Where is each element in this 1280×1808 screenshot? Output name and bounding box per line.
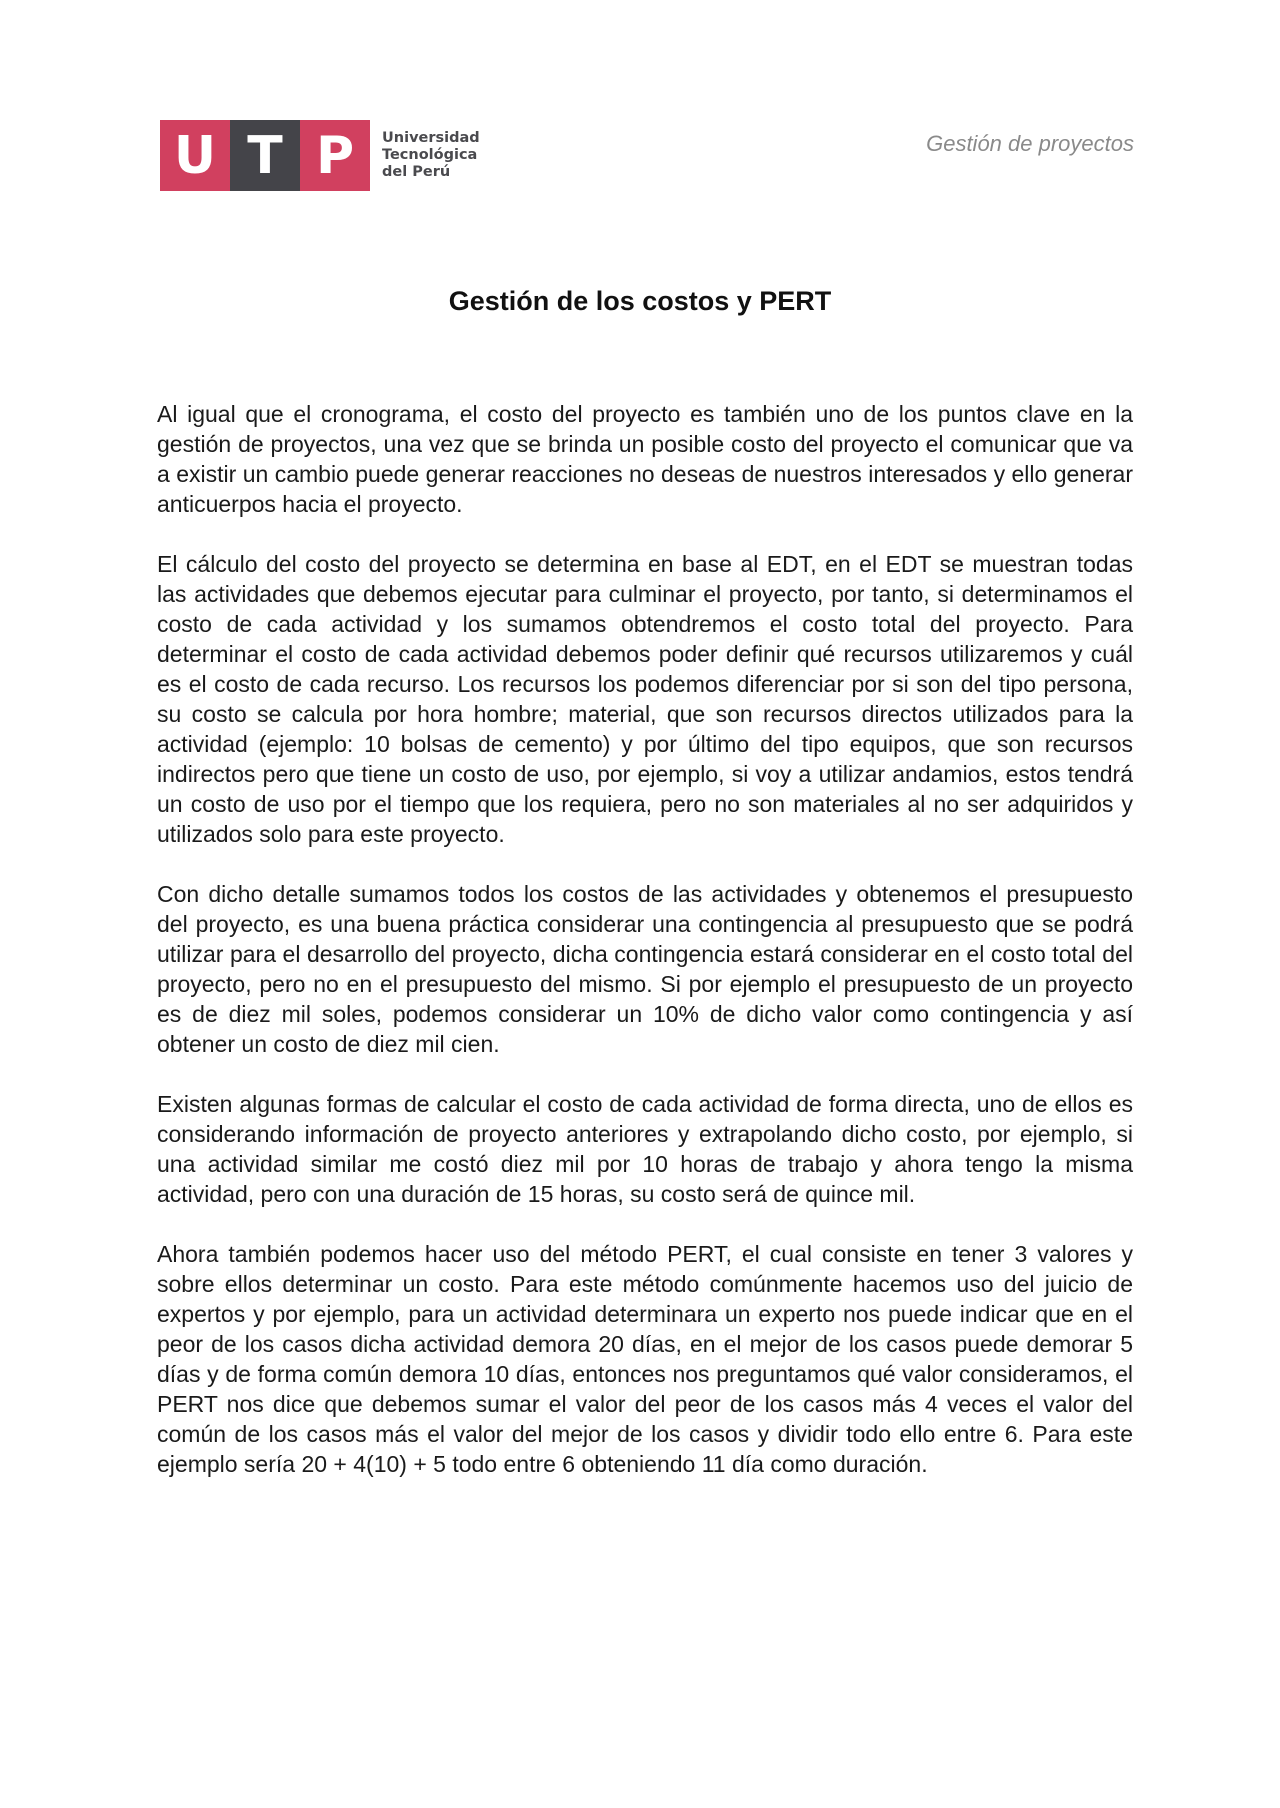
utp-logo — [160, 120, 480, 191]
logo-letter-u: U — [160, 120, 230, 191]
paragraph: Al igual que el cronograma, el costo del proyecto es también uno de los puntos clave en la gestión de proyectos, una vez que se brinda un posible costo del proyecto el comunicar que va a existir un cambio puede generar reacciones no deseas de nuestros interesados y ello generar anticuerpos hacia el proyecto. — [157, 401, 1133, 517]
logo-text-line-2: Tecnológica — [382, 147, 478, 163]
logo-letter-t: T — [230, 120, 300, 191]
logo-wordmark — [382, 130, 480, 181]
document-body — [157, 399, 1133, 1509]
paragraph: Ahora también podemos hacer uso del método PERT, el cual consiste en tener 3 valores y sobre ellos determinar un costo. Para este método comúnmente hacemos uso del juicio de expertos y por ejemplo, para un actividad determinara un experto nos puede indicar que en el peor de los casos dicha actividad demora 20 días, en el mejor de los casos puede demorar 5 días y de forma común demora 10 días, entonces nos preguntamos qué valor consideramos, el PERT nos dice que debemos sumar el valor del peor de los casos más 4 veces el valor del común de los casos más el valor del mejor de los casos y dividir todo ello entre 6. Para este ejemplo sería 20 + 4(10) + 5 todo entre 6 obteniendo 11 día como duración. — [157, 1241, 1133, 1477]
document-title: Gestión de los costos y PERT — [448, 286, 832, 317]
logo-text-line-3: del Perú — [382, 164, 451, 180]
paragraph: Existen algunas formas de calcular el costo de cada actividad de forma directa, uno de ellos es considerando información de proyecto anteriores y extrapolando dicho costo, por ejemplo, si una actividad similar me costó diez mil por 10 horas de trabajo y ahora tengo la misma actividad, pero con una duración de 15 horas, su costo será de quince mil. — [157, 1091, 1133, 1207]
logo-letter-p: P — [300, 120, 370, 191]
paragraph: El cálculo del costo del proyecto se determina en base al EDT, en el EDT se muestran todas las actividades que debemos ejecutar para culminar el proyecto, por tanto, si determinamos el costo de cada actividad y los sumamos obtendremos el costo total del proyecto. Para determinar el costo de cada actividad debemos poder definir qué recursos utilizaremos y cuál es el costo de cada recurso. Los recursos los podemos diferenciar por si son del tipo persona, su costo se calcula por hora hombre; material, que son recursos directos utilizados para la actividad (ejemplo: 10 bolsas de cemento) y por último del tipo equipos, que son recursos indirectos pero que tiene un costo de uso, por ejemplo, si voy a utilizar andamios, estos tendrá un costo de uso por el tiempo que los requiera, pero no son materiales al no ser adquiridos y utilizados solo para este proyecto. — [157, 551, 1133, 847]
course-name: Gestión de proyectos — [926, 131, 1134, 156]
logo-text-line-1: Universidad — [382, 130, 480, 146]
paragraph: Con dicho detalle sumamos todos los costos de las actividades y obtenemos el presupuesto del proyecto, es una buena práctica considerar una contingencia al presupuesto que se podrá utilizar para el desarrollo del proyecto, dicha contingencia estará considerar en el costo total del proyecto, pero no en el presupuesto del mismo. Si por ejemplo el presupuesto de un proyecto es de diez mil soles, podemos considerar un 10% de dicho valor como contingencia y así obtener un costo de diez mil cien. — [157, 881, 1133, 1057]
